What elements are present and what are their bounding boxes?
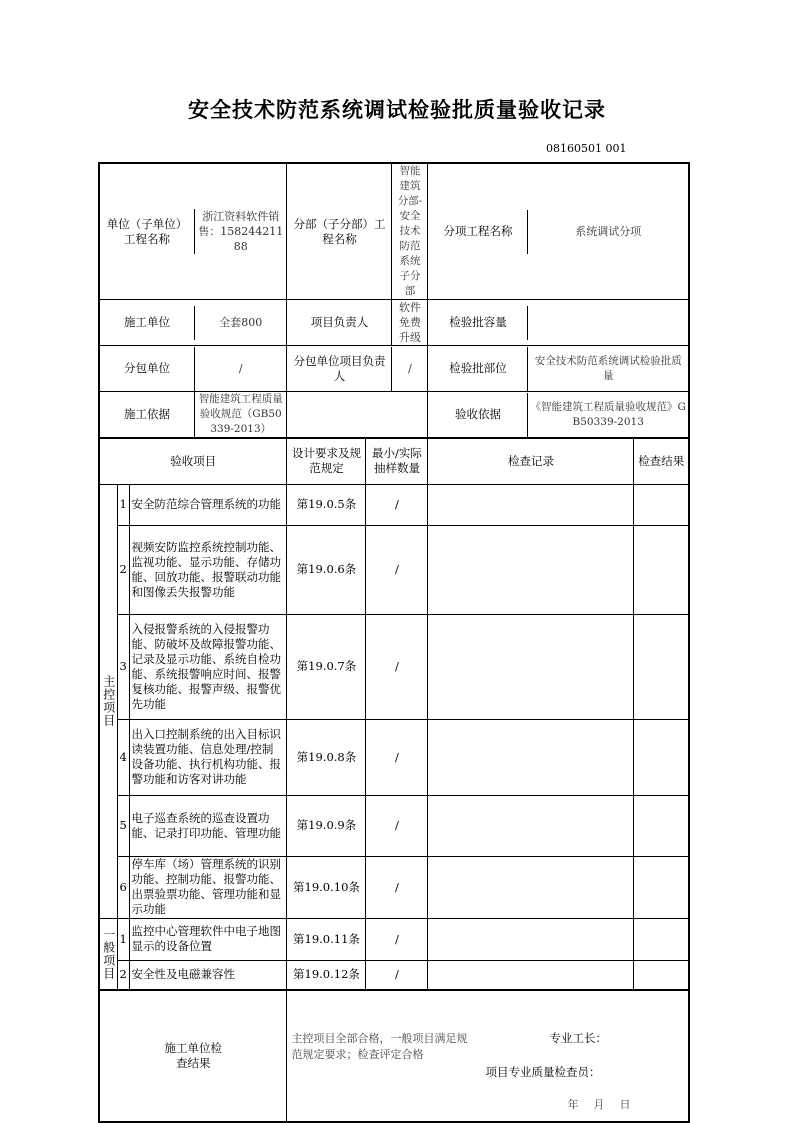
item-record[interactable] (428, 614, 634, 719)
project-manager-value: 软件免费升级 (398, 301, 421, 344)
item-name: 视频安防监控系统控制功能、监视功能、显示功能、存储功能、回放功能、报警联动功能和图像丢失报警功能 (129, 525, 287, 614)
table-row (99, 918, 689, 960)
item-result[interactable] (634, 719, 689, 795)
table-row (99, 614, 689, 719)
acceptance-basis-value: 《智能建筑工程质量验收规范》GB50339-2013 (530, 400, 686, 428)
subcontract-cell (99, 346, 287, 392)
accept-basis-cell (287, 392, 428, 439)
item-sample: / (366, 960, 428, 990)
footer-label-cell (99, 990, 287, 1122)
footer-content-cell (287, 990, 689, 1122)
item-name: 入侵报警系统的入侵报警功能、防破坏及故障报警功能、记录及显示功能、系统自检功能、系统报警响应时间、报警复核功能、报警声级、报警优先功能 (129, 614, 287, 719)
item-sample: / (366, 795, 428, 856)
item-name: 安全防范综合管理系统的功能 (129, 484, 287, 525)
construction-unit-label: 施工单位 (100, 306, 195, 340)
batch-part-value: 安全技术防范系统调试检验批质量 (534, 354, 682, 382)
item-result[interactable] (634, 856, 689, 918)
batch-capacity-value (528, 306, 688, 340)
project-manager-label: 项目负责人 (287, 300, 392, 345)
batch-part-label: 检验批部位 (428, 347, 528, 391)
item-name: 监控中心管理软件中电子地图显示的设备位置 (129, 918, 287, 960)
item-sample: / (366, 918, 428, 960)
item-sample: / (366, 525, 428, 614)
item-sample: / (366, 484, 428, 525)
item-no: 4 (117, 719, 129, 795)
item-name: 安全性及电磁兼容性 (129, 960, 287, 990)
item-spec: 第19.0.10条 (287, 856, 366, 918)
item-no: 3 (117, 614, 129, 719)
sub-project-label: 分部（子分部）工程名称 (287, 164, 392, 299)
sign-date: 年 月 日 (567, 1098, 633, 1111)
construction-unit-value: 全套800 (219, 316, 263, 329)
pm-cell (287, 300, 428, 346)
item-spec: 第19.0.8条 (287, 719, 366, 795)
basis-cell (99, 392, 287, 439)
col-header-record: 检查记录 (428, 438, 634, 484)
table-row (99, 484, 689, 525)
footer-label: 施工单位检查结果 (164, 1041, 222, 1070)
item-section-cell (428, 163, 689, 300)
construct-cell (99, 300, 287, 346)
col-header-sample: 最小/实际抽样数量 (366, 438, 428, 484)
table-row (99, 960, 689, 990)
item-sample: / (366, 719, 428, 795)
item-spec: 第19.0.5条 (287, 484, 366, 525)
item-result[interactable] (634, 484, 689, 525)
item-no: 2 (117, 525, 129, 614)
header-grid (99, 163, 287, 300)
item-record[interactable] (428, 525, 634, 614)
item-record[interactable] (428, 795, 634, 856)
page-title: 安全技术防范系统调试检验批质量验收记录 (188, 98, 606, 122)
item-result[interactable] (634, 525, 689, 614)
subpm-cell (287, 346, 428, 392)
subcontract-manager-value: / (408, 362, 412, 375)
item-sample: / (366, 856, 428, 918)
batch-capacity-label: 检验批容量 (428, 306, 528, 340)
item-no: 2 (117, 960, 129, 990)
part-cell (428, 346, 689, 392)
item-no: 1 (117, 918, 129, 960)
item-record[interactable] (428, 918, 634, 960)
item-spec: 第19.0.7条 (287, 614, 366, 719)
foreman-label: 专业工长： (549, 1031, 607, 1045)
item-project-value: 系统调试分项 (575, 225, 642, 238)
item-result[interactable] (634, 614, 689, 719)
item-record[interactable] (428, 719, 634, 795)
table-row (99, 525, 689, 614)
item-spec: 第19.0.6条 (287, 525, 366, 614)
item-name: 出入口控制系统的出入目标识读装置功能、信息处理/控制设备功能、执行机构功能、报警功能和访客对讲功能 (129, 719, 287, 795)
item-result[interactable] (634, 795, 689, 856)
capacity-cell (428, 300, 689, 346)
item-spec: 第19.0.11条 (287, 918, 366, 960)
basis-continued (287, 393, 427, 437)
sub-section-cell (287, 163, 428, 300)
item-spec: 第19.0.9条 (287, 795, 366, 856)
item-result[interactable] (634, 918, 689, 960)
construction-basis-value: 智能建筑工程质量验收规范（GB50339-2013） (198, 393, 283, 435)
quality-inspector-label: 项目专业质量检查员： (485, 1065, 601, 1079)
table-row (99, 719, 689, 795)
subcontract-manager-label: 分包单位项目负责人 (287, 347, 392, 391)
col-header-result: 检查结果 (634, 438, 689, 484)
item-record[interactable] (428, 484, 634, 525)
subcontract-unit-label: 分包单位 (100, 347, 195, 391)
unit-name-label: 单位（子单位）工程名称 (100, 209, 195, 254)
acceptance-basis-label: 验收依据 (428, 393, 528, 437)
item-no: 6 (117, 856, 129, 918)
subcontract-unit-value: / (238, 362, 243, 375)
item-name: 停车库（场）管理系统的识别功能、控制功能、报警功能、出票验票功能、管理功能和显示功能 (129, 856, 287, 918)
item-record[interactable] (428, 856, 634, 918)
item-no: 1 (117, 484, 129, 525)
item-record[interactable] (428, 960, 634, 990)
main-control-group-label: 主控项目 (99, 484, 117, 918)
general-group-label: 一般项目 (99, 918, 117, 990)
table-row (99, 795, 689, 856)
col-header-design: 设计要求及规范规定 (287, 438, 366, 484)
unit-name-value: 浙江资料软件销售：15824421188 (198, 210, 284, 253)
construction-basis-label: 施工依据 (100, 392, 195, 437)
record-code: 08160501 001 (546, 142, 627, 155)
col-header-item: 验收项目 (99, 438, 287, 484)
accept-cell (428, 392, 689, 439)
item-result[interactable] (634, 960, 689, 990)
inspection-record-table (98, 162, 690, 1123)
inspection-conclusion: 主控项目全部合格，一般项目满足规范规定要求；检查评定合格 (291, 1032, 468, 1061)
item-no: 5 (117, 795, 129, 856)
table-row (99, 856, 689, 918)
item-sample: / (366, 614, 428, 719)
item-name: 电子巡查系统的巡查设置功能、记录打印功能、管理功能 (129, 795, 287, 856)
item-project-label: 分项工程名称 (428, 210, 528, 254)
sub-project-value: 智能建筑分部-安全技术防范系统子分部 (397, 165, 423, 297)
item-spec: 第19.0.12条 (287, 960, 366, 990)
